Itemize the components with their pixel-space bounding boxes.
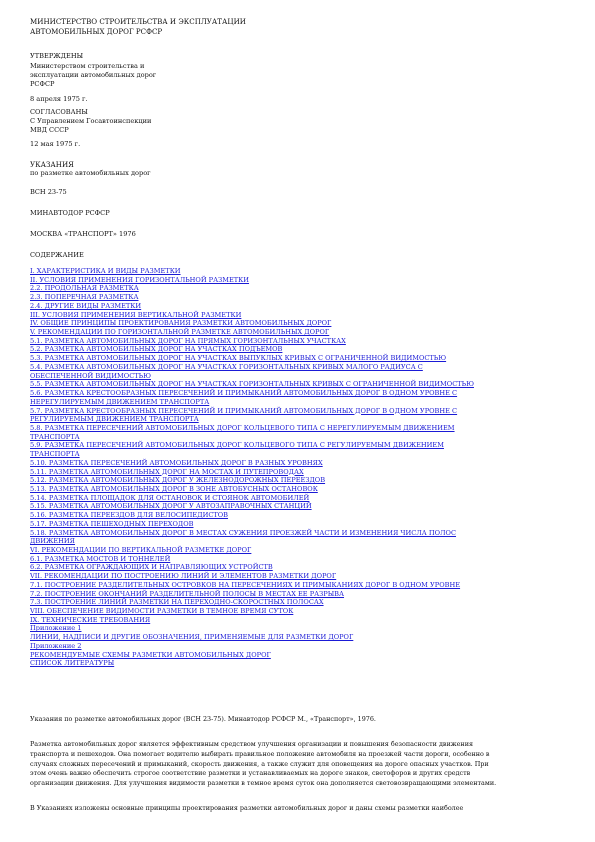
toc-link[interactable]: 7.1. ПОСТРОЕНИЕ РАЗДЕЛИТЕЛЬНЫХ ОСТРОВКОВ НА ПЕРЕСЕЧЕНИЯХ И ПРИМЫКАНИЯХ ДОРОГ В ОДНОМ УРОВНЕ: [30, 580, 461, 589]
approved-by-line-3: РСФСР: [30, 80, 55, 88]
ministry-short: МИНАВТОДОР РСФСР: [30, 209, 110, 217]
citation-text: Указания по разметке автомобильных дорог (ВСН 23-75). Минавтодор РСФСР М., «Транспорт», 1976.: [30, 715, 376, 723]
toc-link[interactable]: 5.9. РАЗМЕТКА ПЕРЕСЕЧЕНИЙ АВТОМОБИЛЬНЫХ ДОРОГ КОЛЬЦЕВОГО ТИПА С РЕГУЛИРУЕМЫМ ДВИЖЕНИЕМ: [30, 441, 444, 450]
toc-link[interactable]: III. УСЛОВИЯ ПРИМЕНЕНИЯ ВЕРТИКАЛЬНОЙ РАЗМЕТКИ: [30, 310, 242, 319]
toc-link[interactable]: НЕРЕГУЛИРУЕМЫМ ДВИЖЕНИЕМ ТРАНСПОРТА: [30, 397, 210, 406]
toc-link[interactable]: IX. ТЕХНИЧЕСКИЕ ТРЕБОВАНИЯ: [30, 615, 151, 624]
agreed-date: 12 мая 1975 г.: [30, 140, 81, 148]
toc-link[interactable]: ТРАНСПОРТА: [30, 432, 80, 441]
toc-link[interactable]: 5.8. РАЗМЕТКА ПЕРЕСЕЧЕНИЙ АВТОМОБИЛЬНЫХ ДОРОГ КОЛЬЦЕВОГО ТИПА С НЕРЕГУЛИРУЕМЫМ ДВИЖЕНИЕМ: [30, 423, 455, 432]
paragraph-line: транспорта и пешеходов. Она помогает водителю выбирать правильное положение автомобиля на проезжей части дороги, особенно в: [30, 749, 490, 758]
toc-link[interactable]: 5.2. РАЗМЕТКА АВТОМОБИЛЬНЫХ ДОРОГ НА УЧАСТКАХ ПОДЪЕМОВ: [30, 345, 283, 354]
toc-link[interactable]: 5.7. РАЗМЕТКА КРЕСТООБРАЗНЫХ ПЕРЕСЕЧЕНИЙ И ПРИМЫКАНИЙ АВТОМОБИЛЬНЫХ ДОРОГ В ОДНОМ УРОВНЕ С: [30, 406, 458, 415]
toc-link[interactable]: 5.14. РАЗМЕТКА ПЛОЩАДОК ДЛЯ ОСТАНОВОК И СТОЯНОК АВТОМОБИЛЕЙ: [30, 493, 310, 502]
body-paragraph: [30, 740, 570, 789]
toc-link[interactable]: 5.18. РАЗМЕТКА АВТОМОБИЛЬНЫХ ДОРОГ В МЕСТАХ СУЖЕНИЯ ПРОЕЗЖЕЙ ЧАСТИ И ИЗМЕНЕНИЯ ЧИСЛА ПОЛОС: [30, 528, 457, 537]
last-paragraph: [30, 804, 570, 814]
toc-link[interactable]: I. ХАРАКТЕРИСТИКА И ВИДЫ РАЗМЕТКИ: [30, 267, 181, 275]
toc-link[interactable]: 5.5. РАЗМЕТКА АВТОМОБИЛЬНЫХ ДОРОГ НА УЧАСТКАХ ГОРИЗОНТАЛЬНЫХ КРИВЫХ С ОГРАНИЧЕННОЙ ВИДИМОСТЬЮ: [30, 380, 474, 389]
toc-link[interactable]: 5.6. РАЗМЕТКА КРЕСТООБРАЗНЫХ ПЕРЕСЕЧЕНИЙ И ПРИМЫКАНИЙ АВТОМОБИЛЬНЫХ ДОРОГ В ОДНОМ УРОВНЕ С: [30, 389, 458, 398]
toc-link[interactable]: II. УСЛОВИЯ ПРИМЕНЕНИЯ ГОРИЗОНТАЛЬНОЙ РАЗМЕТКИ: [30, 275, 250, 284]
toc-link[interactable]: ОБЕСПЕЧЕННОЙ ВИДИМОСТЬЮ: [30, 371, 151, 380]
toc-link[interactable]: VII. РЕКОМЕНДАЦИИ ПО ПОСТРОЕНИЮ ЛИНИЙ И ЭЛЕМЕНТОВ РАЗМЕТКИ ДОРОГ: [30, 572, 337, 581]
toc-link[interactable]: IV. ОБЩИЕ ПРИНЦИПЫ ПРОЕКТИРОВАНИЯ РАЗМЕТКИ АВТОМОБИЛЬНЫХ ДОРОГ: [30, 319, 332, 328]
toc-link[interactable]: VI. РЕКОМЕНДАЦИИ ПО ВЕРТИКАЛЬНОЙ РАЗМЕТКЕ ДОРОГ: [30, 546, 252, 554]
citation-line: [30, 715, 570, 725]
toc-link[interactable]: 5.13. РАЗМЕТКА АВТОМОБИЛЬНЫХ ДОРОГ В ЗОНЕ АВТОБУСНЫХ ОСТАНОВОК: [30, 484, 318, 493]
toc-link[interactable]: VIII. ОБЕСПЕЧЕНИЕ ВИДИМОСТИ РАЗМЕТКИ В ТЕМНОЕ ВРЕМЯ СУТОК: [30, 607, 294, 616]
toc-link[interactable]: 6.2. РАЗМЕТКА ОГРАЖДАЮЩИХ И НАПРАВЛЯЮЩИХ УСТРОЙСТВ: [30, 563, 273, 572]
toc-link[interactable]: 2.3. ПОПЕРЕЧНАЯ РАЗМЕТКА: [30, 293, 139, 302]
toc-link[interactable]: СПИСОК ЛИТЕРАТУРЫ: [30, 659, 115, 668]
document-title: УКАЗАНИЯ: [30, 160, 74, 169]
toc-link[interactable]: 5.1. РАЗМЕТКА АВТОМОБИЛЬНЫХ ДОРОГ НА ПРЯМЫХ ГОРИЗОНТАЛЬНЫХ УЧАСТКАХ: [30, 336, 346, 345]
document-subtitle: по разметке автомобильных дорог: [30, 169, 151, 177]
toc-link[interactable]: 7.3. ПОСТРОЕНИЕ ЛИНИЙ РАЗМЕТКИ НА ПЕРЕХОДНО-СКОРОСТНЫХ ПОЛОСАХ: [30, 598, 324, 607]
paragraph-line: Разметка автомобильных дорог является эффективным средством улучшения организации и повышения безопасности движения: [30, 740, 473, 748]
toc-link[interactable]: ДВИЖЕНИЯ: [30, 537, 76, 546]
ministry-line-2: АВТОМОБИЛЬНЫХ ДОРОГ РСФСР: [30, 27, 163, 36]
toc-link[interactable]: РЕГУЛИРУЕМЫМ ДВИЖЕНИЕМ ТРАНСПОРТА: [30, 415, 199, 424]
toc-link[interactable]: 5.3. РАЗМЕТКА АВТОМОБИЛЬНЫХ ДОРОГ НА УЧАСТКАХ ВЫПУКЛЫХ КРИВЫХ С ОГРАНИЧЕННОЙ ВИДИМОСТЬЮ: [30, 354, 447, 363]
agreed-by: С Управлением Госавтоинспекции: [30, 117, 152, 125]
toc-link[interactable]: 5.16. РАЗМЕТКА ПЕРЕЕЗДОВ ДЛЯ ВЕЛОСИПЕДИСТОВ: [30, 511, 229, 520]
toc-link[interactable]: 2.4. ДРУГИЕ ВИДЫ РАЗМЕТКИ: [30, 301, 142, 310]
approved-by-line-2: эксплуатации автомобильных дорог: [30, 71, 157, 79]
toc-link[interactable]: 5.15. РАЗМЕТКА АВТОМОБИЛЬНЫХ ДОРОГ У АВТОЗАПРАВОЧНЫХ СТАНЦИЙ: [30, 502, 312, 511]
toc-link[interactable]: РЕКОМЕНДУЕМЫЕ СХЕМЫ РАЗМЕТКИ АВТОМОБИЛЬНЫХ ДОРОГ: [30, 650, 271, 659]
toc-link[interactable]: 5.10. РАЗМЕТКА ПЕРЕСЕЧЕНИЙ АВТОМОБИЛЬНЫХ ДОРОГ В РАЗНЫХ УРОВНЯХ: [30, 458, 323, 467]
toc-link[interactable]: 2.2. ПРОДОЛЬНАЯ РАЗМЕТКА: [30, 284, 139, 293]
toc-link[interactable]: Приложение 1: [30, 624, 82, 633]
paragraph-line: организации движения. Для улучшения видимости разметки в темное время суток она дополняется световозвращающими элементами.: [30, 779, 497, 788]
toc-link[interactable]: Приложение 2: [30, 641, 82, 650]
document-code: ВСН 23-75: [30, 188, 67, 196]
approved-heading: УТВЕРЖДЕНЫ: [30, 52, 84, 60]
ministry-line-1: МИНИСТЕРСТВО СТРОИТЕЛЬСТВА И ЭКСПЛУАТАЦИИ: [30, 17, 246, 26]
publisher-line: МОСКВА «ТРАНСПОРТ» 1976: [30, 230, 136, 238]
approval-date: 8 апреля 1975 г.: [30, 95, 88, 103]
toc-link[interactable]: V. РЕКОМЕНДАЦИИ ПО ГОРИЗОНТАЛЬНОЙ РАЗМЕТКЕ АВТОМОБИЛЬНЫХ ДОРОГ: [30, 328, 330, 337]
toc-link[interactable]: 5.11. РАЗМЕТКА АВТОМОБИЛЬНЫХ ДОРОГ НА МОСТАХ И ПУТЕПРОВОДАХ: [30, 467, 304, 476]
paragraph-line: этом очень важно обеспечить строгое соответствие разметки и устанавливаемых на дороге знаков, светофоров и других средств: [30, 769, 471, 778]
paragraph-line: случаях сложных пересечений и примыканий, скорость движения, а также служит для оповещения на дороге опасных участков. При: [30, 759, 489, 768]
approved-by-line-1: Министерством строительства и: [30, 62, 145, 70]
toc-link[interactable]: ТРАНСПОРТА: [30, 450, 80, 459]
toc-link[interactable]: ЛИНИИ, НАДПИСИ И ДРУГИЕ ОБОЗНАЧЕНИЯ, ПРИМЕНЯЕМЫЕ ДЛЯ РАЗМЕТКИ ДОРОГ: [30, 633, 354, 642]
toc-link[interactable]: 7.2. ПОСТРОЕНИЕ ОКОНЧАНИЙ РАЗДЕЛИТЕЛЬНОЙ ПОЛОСЫ В МЕСТАХ ЕЕ РАЗРЫВА: [30, 589, 345, 598]
toc-link[interactable]: 5.12. РАЗМЕТКА АВТОМОБИЛЬНЫХ ДОРОГ У ЖЕЛЕЗНОДОРОЖНЫХ ПЕРЕЕЗДОВ: [30, 476, 326, 485]
toc-link[interactable]: 6.1. РАЗМЕТКА МОСТОВ И ТОННЕЛЕЙ: [30, 554, 171, 563]
agreed-org: МВД СССР: [30, 126, 69, 134]
toc-link[interactable]: 5.17. РАЗМЕТКА ПЕШЕХОДНЫХ ПЕРЕХОДОВ: [30, 519, 194, 528]
contents-heading: СОДЕРЖАНИЕ: [30, 251, 84, 259]
paragraph-line: В Указаниях изложены основные принципы проектирования разметки автомобильных дорог и даны схемы разметки наиболее: [30, 804, 464, 812]
table-of-contents: [30, 267, 570, 668]
toc-link[interactable]: 5.4. РАЗМЕТКА АВТОМОБИЛЬНЫХ ДОРОГ НА УЧАСТКАХ ГОРИЗОНТАЛЬНЫХ КРИВЫХ МАЛОГО РАДИУСА С: [30, 362, 423, 371]
agreed-heading: СОГЛАСОВАНЫ: [30, 108, 88, 116]
